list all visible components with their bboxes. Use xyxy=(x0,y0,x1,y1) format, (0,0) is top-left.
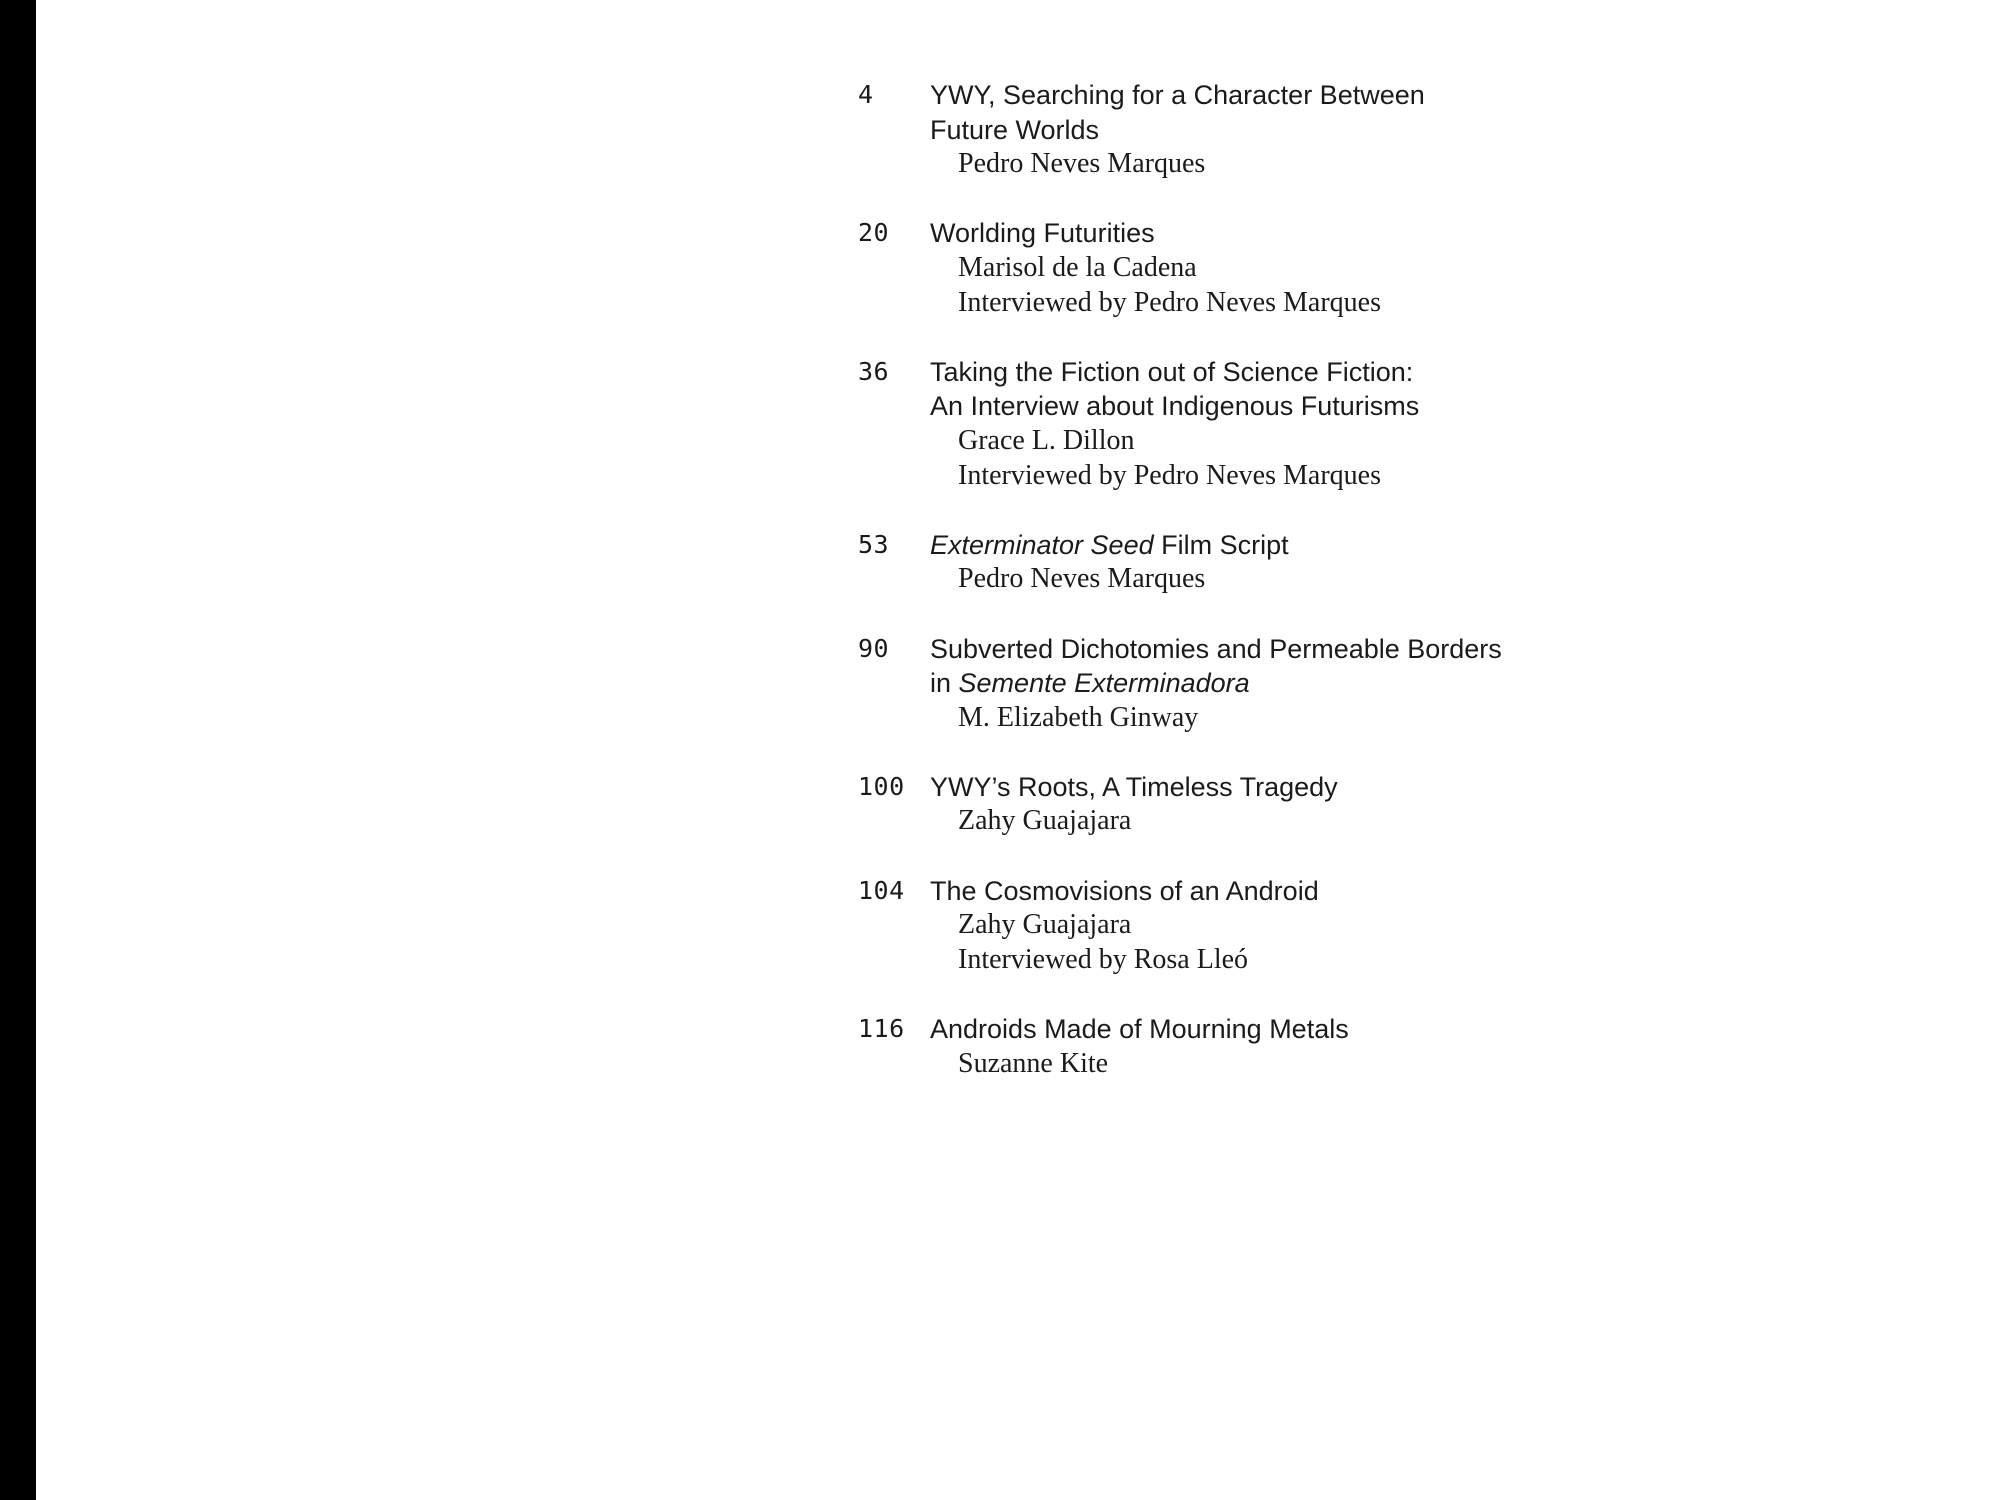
entry-credit-line: M. Elizabeth Ginway xyxy=(958,701,1199,733)
entry-credit-line: Interviewed by Pedro Neves Marques xyxy=(958,459,1381,491)
entry-body xyxy=(930,874,1758,978)
entry-body xyxy=(930,528,1758,597)
entry-title-line xyxy=(930,666,1758,701)
entry-body xyxy=(930,632,1758,736)
title-segment: Worlding Futurities xyxy=(930,218,1155,249)
entry-page-number: 116 xyxy=(858,1014,905,1044)
entry-page-number: 36 xyxy=(858,356,890,386)
entry-title-line xyxy=(930,355,1758,390)
toc-entry xyxy=(858,770,1758,839)
title-segment-italic: Semente Exterminadora xyxy=(958,668,1250,699)
entry-title-line xyxy=(930,389,1758,424)
title-segment: Taking the Fiction out of Science Fiction: xyxy=(930,356,1414,387)
entry-body xyxy=(930,355,1758,493)
entry-title-line xyxy=(930,874,1758,909)
entry-title-line xyxy=(930,528,1758,563)
toc-entry xyxy=(858,874,1758,978)
toc-entry xyxy=(858,1012,1758,1081)
toc-entry xyxy=(858,528,1758,597)
entry-credit-line: Pedro Neves Marques xyxy=(958,148,1206,180)
title-segment: The Cosmovisions of an Android xyxy=(930,875,1319,906)
entry-credit-line: Grace L. Dillon xyxy=(958,424,1135,456)
entry-body xyxy=(930,78,1758,182)
entry-title-line xyxy=(930,770,1758,805)
entry-page-number: 100 xyxy=(858,771,905,801)
entry-page-number: 20 xyxy=(858,218,890,248)
entry-page-number: 53 xyxy=(858,529,890,559)
entry-credit-line: Suzanne Kite xyxy=(958,1047,1109,1079)
entry-title-line xyxy=(930,113,1758,148)
page-spine-edge xyxy=(0,0,36,1500)
title-segment-italic: Exterminator Seed xyxy=(930,529,1154,560)
title-segment: An Interview about Indigenous Futurisms xyxy=(930,391,1420,422)
entry-credit-line: Zahy Guajajara xyxy=(958,805,1132,837)
title-segment: Androids Made of Mourning Metals xyxy=(930,1014,1349,1045)
entry-title-line xyxy=(930,78,1758,113)
entry-page-number: 90 xyxy=(858,633,890,663)
entry-title-line xyxy=(930,1012,1758,1047)
title-segment: YWY, Searching for a Character Between xyxy=(930,80,1425,110)
toc-entry xyxy=(858,78,1758,182)
title-segment: Subverted Dichotomies and Permeable Borders xyxy=(930,633,1502,664)
toc-entry xyxy=(858,216,1758,320)
toc-entry xyxy=(858,355,1758,493)
entry-page-number: 4 xyxy=(858,80,874,109)
entry-credit-line: Zahy Guajajara xyxy=(958,909,1132,941)
entry-body xyxy=(930,1012,1758,1081)
entry-credit-line: Pedro Neves Marques xyxy=(958,563,1206,595)
toc-entry xyxy=(858,632,1758,736)
entry-body xyxy=(930,216,1758,320)
entry-title-line xyxy=(930,216,1758,251)
title-segment: Future Worlds xyxy=(930,114,1100,145)
entry-credit-line: Interviewed by Pedro Neves Marques xyxy=(958,286,1381,318)
title-segment: in xyxy=(930,668,959,699)
entry-page-number: 104 xyxy=(858,875,905,905)
entry-credit-line: Marisol de la Cadena xyxy=(958,251,1197,283)
title-segment: YWY’s Roots, A Timeless Tragedy xyxy=(930,771,1338,802)
entry-title-line xyxy=(930,632,1758,667)
title-segment: Film Script xyxy=(1153,529,1289,560)
entry-body xyxy=(930,770,1758,839)
toc-list xyxy=(858,78,1758,1081)
entry-credit-line: Interviewed by Rosa Lleó xyxy=(958,943,1249,975)
